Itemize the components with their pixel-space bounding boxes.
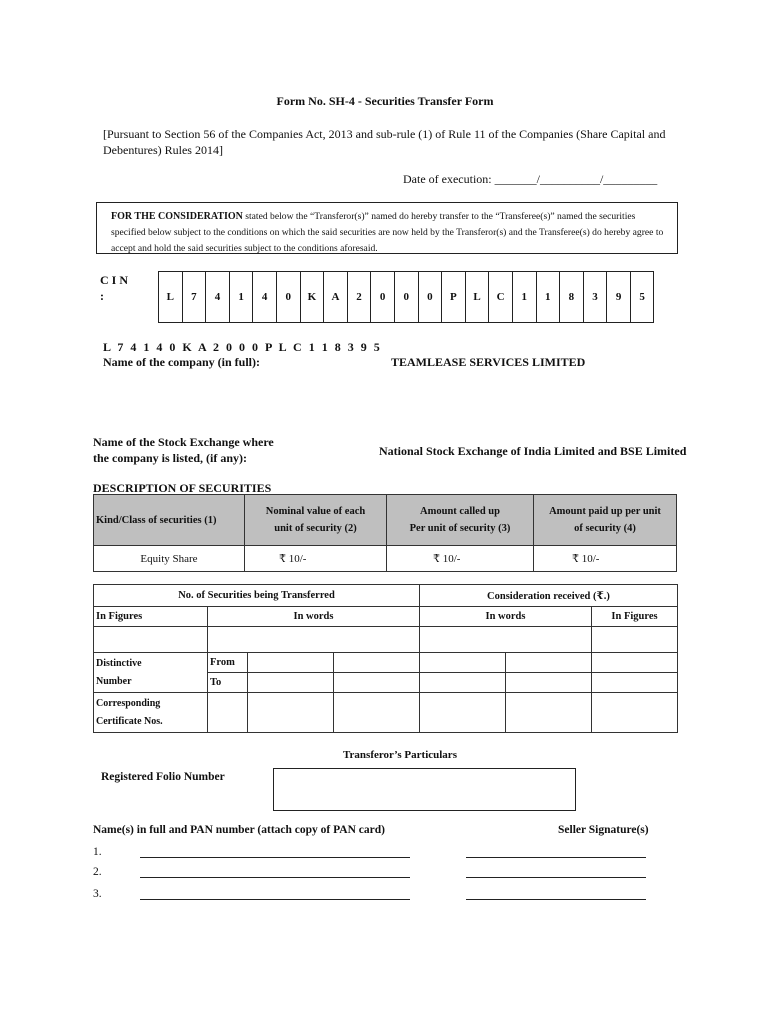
cin-char-cell: P: [442, 272, 466, 323]
to-cell-1[interactable]: [248, 673, 334, 693]
cin-char-cell: 0: [371, 272, 395, 323]
cin-char-cell: 4: [206, 272, 230, 323]
cin-char-cell: 0: [418, 272, 442, 323]
name-pan-line[interactable]: [140, 899, 410, 900]
stock-exchange-label-1: Name of the Stock Exchange where: [93, 435, 274, 449]
to-cell-5[interactable]: [592, 673, 678, 693]
cert-cell-0[interactable]: [208, 693, 248, 733]
cin-char-cell: 3: [583, 272, 607, 323]
from-cell-5[interactable]: [592, 653, 678, 673]
from-cell-2[interactable]: [334, 653, 420, 673]
figures-input[interactable]: [94, 627, 208, 653]
cin-char-cell: 2: [347, 272, 371, 323]
cin-char-cell: 0: [394, 272, 418, 323]
paid-up-value[interactable]: ₹ 10/-: [534, 546, 677, 572]
cert-cell-1[interactable]: [248, 693, 334, 733]
consideration-text: stated below the “Transferor(s)” named do hereby transfer to the “Transferee(s)” named the securities specified below subject to the conditions on which the said securities are now held by the Transferor(s) and the Transferee(s) do hereby agree to accept and hold the said securities subject to the conditions aforesaid.: [111, 211, 664, 254]
description-title: DESCRIPTION OF SECURITIES: [93, 481, 272, 495]
name-pan-line[interactable]: [140, 857, 410, 858]
cin-char-cell: 1: [229, 272, 253, 323]
header-kind-class: Kind/Class of securities (1): [94, 495, 245, 546]
signature-line[interactable]: [466, 899, 646, 900]
names-pan-label: Name(s) in full and PAN number (attach copy of PAN card): [93, 824, 385, 836]
transfer-table: [93, 584, 678, 733]
cert-cell-3[interactable]: [420, 693, 506, 733]
from-cell-3[interactable]: [420, 653, 506, 673]
signature-line[interactable]: [466, 877, 646, 878]
cin-char-cell: 1: [536, 272, 560, 323]
folio-number-label: Registered Folio Number: [101, 771, 225, 783]
cin-char-cell: L: [465, 272, 489, 323]
cin-char-cell: 4: [253, 272, 277, 323]
pursuant-text: [Pursuant to Section 56 of the Companies Act, 2013 and sub-rule (1) of Rule 11 of the Companies (Share Capital and Debentures) Rules 2014]: [103, 127, 666, 157]
distinctive-number-label: Distinctive Number: [94, 653, 208, 693]
cin-char-cell: A: [324, 272, 348, 323]
description-table: [93, 494, 677, 572]
cert-cell-5[interactable]: [592, 693, 678, 733]
consideration-lead: FOR THE CONSIDERATION: [111, 211, 243, 222]
cin-label: [100, 272, 128, 304]
row-number: 2.: [93, 866, 102, 878]
company-name-label: Name of the company (in full):: [103, 355, 260, 369]
cin-grid: [158, 271, 654, 323]
row-number: 3.: [93, 888, 102, 900]
header-amount-paid: Amount paid up per unit of security (4): [534, 495, 677, 546]
cin-char-cell: C: [489, 272, 513, 323]
nominal-value[interactable]: ₹ 10/-: [245, 546, 387, 572]
security-kind-value[interactable]: Equity Share: [94, 546, 245, 572]
row-number: 1.: [93, 846, 102, 858]
stock-exchange-value[interactable]: National Stock Exchange of India Limited and BSE Limited: [379, 444, 687, 458]
from-cell-1[interactable]: [248, 653, 334, 673]
cin-char-cell: L: [159, 272, 183, 323]
in-figures-label: In Figures: [94, 607, 208, 627]
cert-cell-2[interactable]: [334, 693, 420, 733]
certificate-nos-label: Corresponding Certificate Nos.: [94, 693, 208, 733]
cin-char-cell: 5: [630, 272, 654, 323]
signature-line[interactable]: [466, 857, 646, 858]
to-cell-4[interactable]: [506, 673, 592, 693]
company-name-value[interactable]: TEAMLEASE SERVICES LIMITED: [391, 355, 586, 369]
called-up-value[interactable]: ₹ 10/-: [387, 546, 534, 572]
cin-full-text: L 7 4 1 4 0 K A 2 0 0 0 P L C 1 1 8 3 9 5: [103, 340, 382, 354]
from-label: From: [208, 653, 248, 673]
header-nominal-value: Nominal value of each unit of security (2): [245, 495, 387, 546]
form-title: Form No. SH-4 - Securities Transfer Form: [276, 94, 494, 108]
consideration-words-label: In words: [420, 607, 592, 627]
cin-char-cell: 7: [182, 272, 206, 323]
transferor-particulars-title: Transferor’s Particulars: [343, 749, 457, 761]
cin-label-text: C I N: [100, 273, 129, 287]
cin-label-colon: :: [100, 289, 104, 303]
name-pan-line[interactable]: [140, 877, 410, 878]
cin-char-cell: 0: [276, 272, 300, 323]
from-cell-4[interactable]: [506, 653, 592, 673]
cin-char-cell: 8: [560, 272, 584, 323]
cin-char-cell: 9: [607, 272, 631, 323]
to-label: To: [208, 673, 248, 693]
cert-cell-4[interactable]: [506, 693, 592, 733]
consideration-box: [96, 202, 678, 254]
words-input[interactable]: [208, 627, 420, 653]
consideration-figures-input[interactable]: [592, 627, 678, 653]
to-cell-2[interactable]: [334, 673, 420, 693]
to-cell-3[interactable]: [420, 673, 506, 693]
stock-exchange-label-2: the company is listed, (if any):: [93, 451, 247, 465]
stock-exchange-label: [93, 434, 274, 466]
seller-signature-label: Seller Signature(s): [558, 824, 649, 836]
consideration-words-input[interactable]: [420, 627, 592, 653]
consideration-figures-label: In Figures: [592, 607, 678, 627]
in-words-label: In words: [208, 607, 420, 627]
securities-transferred-header: No. of Securities being Transferred: [94, 585, 420, 607]
date-of-execution[interactable]: Date of execution: _______/__________/_________: [403, 172, 658, 186]
folio-number-input[interactable]: [273, 768, 576, 811]
consideration-received-header: Consideration received (₹.): [420, 585, 678, 607]
header-amount-called: Amount called up Per unit of security (3): [387, 495, 534, 546]
cin-char-cell: 1: [512, 272, 536, 323]
cin-char-cell: K: [300, 272, 324, 323]
